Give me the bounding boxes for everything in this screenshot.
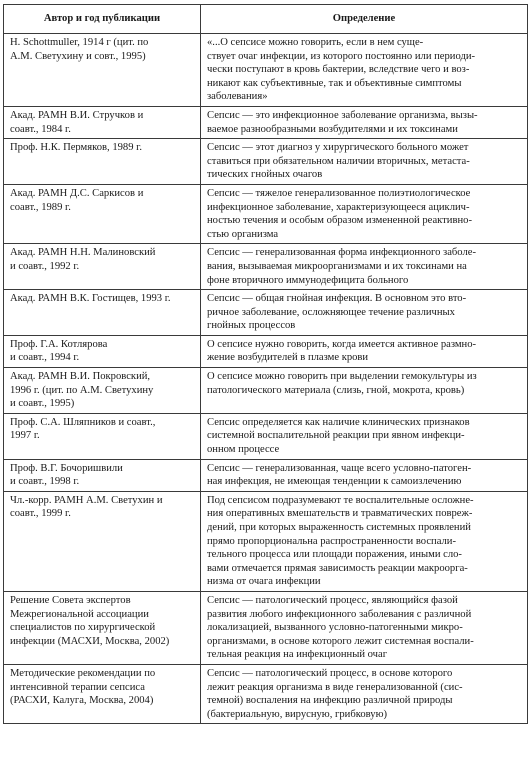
table-row [4,491,528,591]
author-cell: Акад. РАМН В.И. Стручков и соавт., 1984 г. [4,106,201,138]
table-row [4,459,528,491]
table-row [4,244,528,290]
table-row [4,139,528,185]
table-body [4,34,528,724]
table-row [4,368,528,414]
author-cell: Решение Совета экспертов Межрегиональной ассоциации специалистов по хирургической инфекции (МАСХИ, Москва, 2002) [4,591,201,664]
table-row [4,413,528,459]
definition-cell: «...О сепсисе можно говорить, если в нем суще- ствует очаг инфекции, из которого постоянно или периоди- чески поступают в кровь бактерии, вследствие чего и воз- никают как субъективные, так и объективные симптомы заболевания» [201,34,528,107]
table-header-row [4,5,528,34]
definition-cell: Сепсис — это инфекционное заболевание организма, вызы- ваемое разнообразными возбудителями и их токсинами [201,106,528,138]
author-cell: Методические рекомендации по интенсивной терапии сепсиса (РАСХИ, Калуга, Москва, 2004) [4,664,201,723]
definition-cell: Сепсис — общая гнойная инфекция. В основном это вто- ричное заболевание, осложняющее течение различных гнойных процессов [201,290,528,336]
table-row [4,664,528,723]
definition-cell: Сепсис — генерализованная, чаще всего условно-патоген- ная инфекция, не имеющая тенденции к самоизлечению [201,459,528,491]
sepsis-definitions-table [3,4,528,724]
table-row [4,184,528,243]
author-cell: Проф. В.Г. Бочоришвили и соавт., 1998 г. [4,459,201,491]
table-row [4,106,528,138]
table-row [4,34,528,107]
author-cell: Акад. РАМН Д.С. Саркисов и соавт., 1989 г. [4,184,201,243]
author-cell: Проф. Г.А. Котлярова и соавт., 1994 г. [4,335,201,367]
author-cell: Чл.-корр. РАМН А.М. Светухин и соавт., 1999 г. [4,491,201,591]
table-row [4,591,528,664]
author-cell: Акад. РАМН В.И. Покровский, 1996 г. (цит. по А.М. Светухину и соавт., 1995) [4,368,201,414]
author-cell: Проф. Н.К. Пермяков, 1989 г. [4,139,201,185]
definition-cell: Сепсис — генерализованная форма инфекционного заболе- вания, вызываемая микроорганизмами и их токсинами на фоне вторичного иммунодефицита больного [201,244,528,290]
definition-cell: О сепсисе нужно говорить, когда имеется активное размно- жение возбудителей в плазме крови [201,335,528,367]
author-cell: H. Schottmuller, 1914 г (цит. по А.М. Светухину и совт., 1995) [4,34,201,107]
definition-cell: Сепсис — патологический процесс, являющийся фазой развития любого инфекционного заболевания с различной локализацией, вызванного условно-патогенными микро- организмами, в основе которого лежит системная воспали- тельная реакция на инфекционный очаг [201,591,528,664]
table-row [4,335,528,367]
definition-cell: Под сепсисом подразумевают те воспалительные осложне- ния оперативных вмешательств и травматических повреж- дений, при которых выраженность системных проявлений прямо пропорциональна распространенности воспали- тельного процесса или площади поражения, иными сло- вами отмечается прямая зависимость реакции макроорга- низма от очага инфекции [201,491,528,591]
author-cell: Акад. РАМН В.К. Гостищев, 1993 г. [4,290,201,336]
definition-cell: О сепсисе можно говорить при выделении гемокультуры из патологического материала (слизь, гной, мокрота, кровь) [201,368,528,414]
author-cell: Проф. С.А. Шляпников и соавт., 1997 г. [4,413,201,459]
table-row [4,290,528,336]
definition-cell: Сепсис — этот диагноз у хирургического больного может ставиться при обязательном наличии вторичных, метаста- тических гнойных очагов [201,139,528,185]
definition-cell: Сепсис определяется как наличие клинических признаков системной воспалительной реакции при явном инфекци- онном процессе [201,413,528,459]
author-cell: Акад. РАМН Н.Н. Малиновский и соавт., 1992 г. [4,244,201,290]
column-header-definition: Определение [201,5,528,34]
definition-cell: Сепсис — тяжелое генерализованное полиэтиологическое инфекционное заболевание, характеризующееся ациклич- ностью течения и особым образом измененной реактивно- стью организма [201,184,528,243]
definition-cell: Сепсис — патологический процесс, в основе которого лежит реакция организма в виде генерализованной (сис- темной) воспаления на инфекцию различной природы (бактериальную, вирусную, грибковую) [201,664,528,723]
column-header-author: Автор и год публикации [4,5,201,34]
